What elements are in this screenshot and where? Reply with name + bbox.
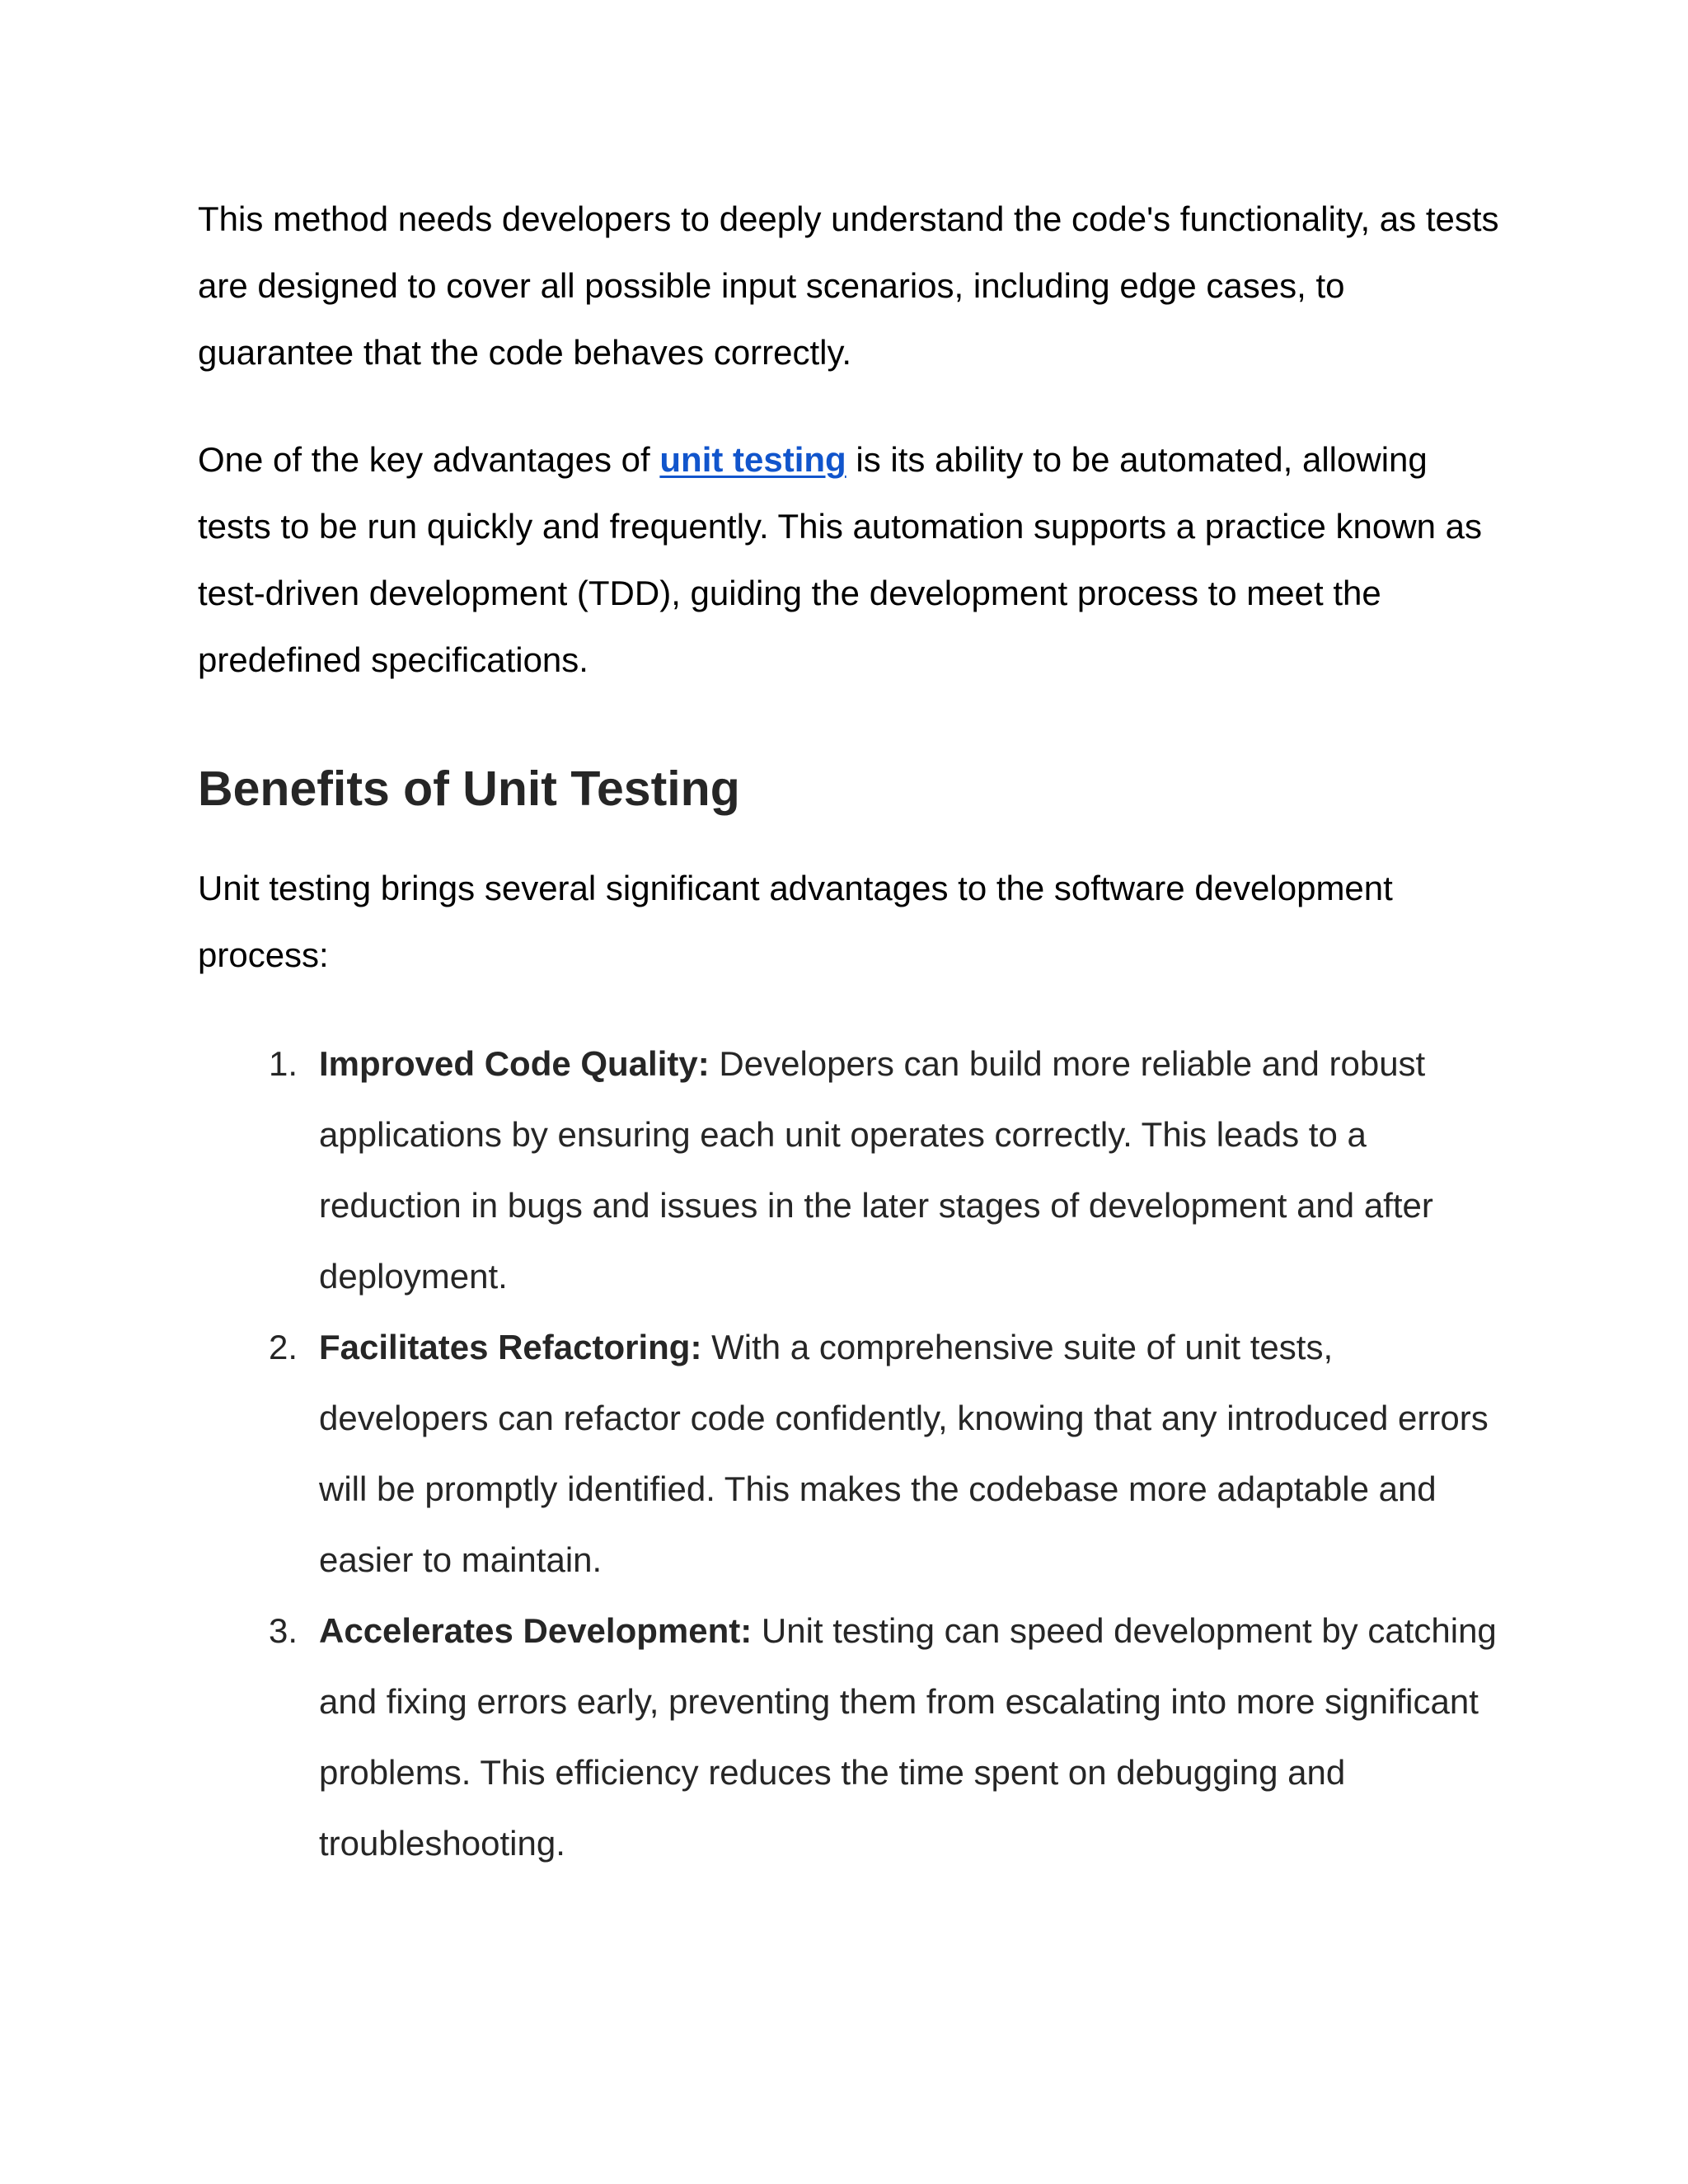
paragraph-tdd-method: This method needs developers to deeply understand the code's functionality, as tests are designed to cover all possible input scenarios, including edge cases, to guarantee that the code behaves correctly. xyxy=(198,199,1499,372)
list-item-number: 3. xyxy=(269,1611,298,1650)
list-item-text: Developers can build more reliable and robust applications by ensuring each unit operates correctly. This leads to a reduction in bugs and issues in the later stages of development and after deployment. xyxy=(319,1044,1433,1296)
list-item xyxy=(198,1029,1500,1312)
list-item-term: Accelerates Development: xyxy=(319,1611,753,1650)
document-page xyxy=(198,185,1500,1879)
section-heading: Benefits of Unit Testing xyxy=(198,762,740,816)
paragraph-automation-rest: is its ability to be automated, allowing tests to be run quickly and frequently. This automation supports a practice known as test-driven development (TDD), guiding the development process to meet the predefined specifications. xyxy=(198,440,1482,679)
list-item xyxy=(198,1312,1500,1596)
list-item-number: 1. xyxy=(269,1044,298,1083)
paragraph-automation-lead: One of the key advantages of xyxy=(198,440,660,479)
list-item-term: Improved Code Quality: xyxy=(319,1044,710,1083)
paragraph-automation xyxy=(198,426,1500,693)
list-item-number: 2. xyxy=(269,1328,298,1366)
benefits-list xyxy=(198,1029,1500,1879)
list-item-term: Facilitates Refactoring: xyxy=(319,1328,702,1366)
list-item-text: With a comprehensive suite of unit tests, developers can refactor code confidently, knowing that any introduced errors will be promptly identified. This makes the codebase more adaptable and easier to maintain. xyxy=(319,1328,1489,1579)
unit-testing-link[interactable]: unit testing xyxy=(659,440,846,479)
list-item xyxy=(198,1596,1500,1879)
list-item-text: Unit testing can speed development by catching and fixing errors early, preventing them from escalating into more significant problems. This efficiency reduces the time spent on debugging and troubleshooting. xyxy=(319,1611,1497,1863)
section-intro: Unit testing brings several significant advantages to the software development process: xyxy=(198,869,1393,974)
